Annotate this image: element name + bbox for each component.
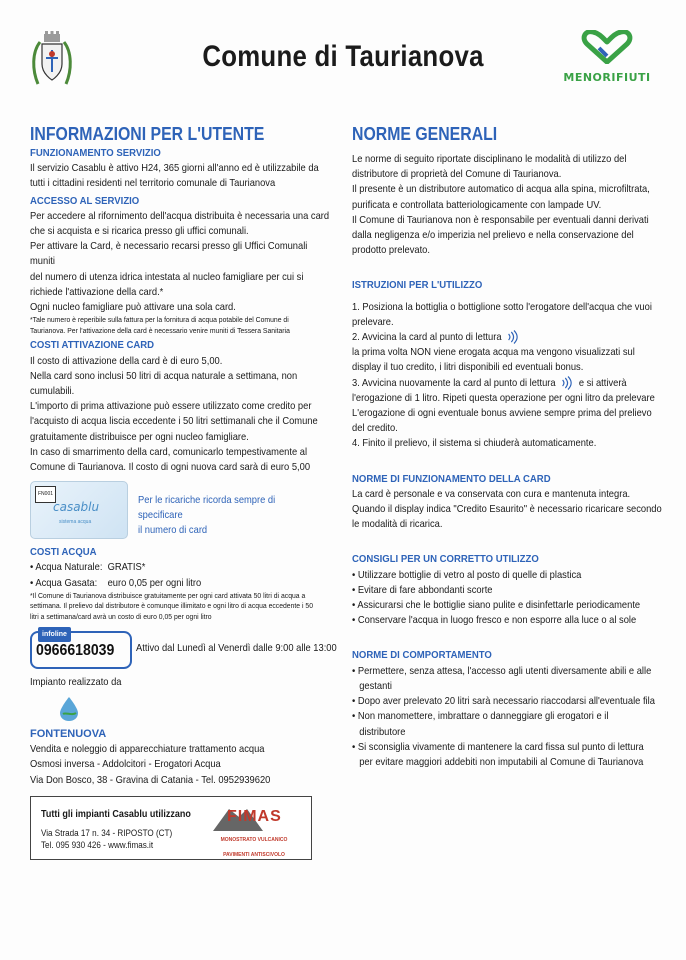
list-item: • Acqua Gasata: euro 0,05 per ogni litro [30, 577, 202, 589]
footnote-line: litri a settimana/card avrà un costo di euro 0,05 per ogni litro [30, 612, 212, 622]
header [0, 0, 686, 110]
text-line: display il tuo credito, i litri disponibili ed eventuali bonus. [352, 362, 584, 374]
text-line: La card è personale e va conservata con cura e mantenuta integra. [352, 488, 631, 500]
text-line: l'acquisto di acqua liscia eccedente i 50 litri settimanali che il Comune [30, 416, 318, 428]
card-note [138, 493, 318, 538]
footnote-line: *Il Comune di Taurianova distribuisce gratuitamente per ogni card attivata 50 litri di acqua a [30, 590, 306, 600]
text-line: prelevare. [352, 316, 394, 328]
list-item: • Si sconsiglia vivamente di mantenere la card fissa sul punto di lettura [352, 741, 644, 753]
text-line: L'erogazione di ogni eventuale bonus avviene sempre prima del prelievo [352, 408, 652, 420]
water-drop-icon [58, 696, 80, 722]
fimas-title: Tutti gli impianti Casablu utilizzano [41, 808, 191, 820]
right-column [352, 122, 664, 770]
list-item: • Acqua Naturale: GRATIS* [30, 562, 146, 574]
card-subtitle: sistema acqua [59, 519, 92, 526]
fimas-address-line: Via Strada 17 n. 34 - RIPOSTO (CT) [41, 827, 173, 838]
list-item: • Permettere, senza attesa, l'accesso agli utenti diversamente abili e alle [352, 665, 652, 677]
fimas-logo-slogan [209, 833, 299, 863]
list-item: • Conservare l'acqua in luogo fresco e non esporre alla luce o al sole [352, 615, 637, 627]
infoline-label: infoline [38, 627, 71, 642]
text-line: Quando il display indica "Credito Esaurito" è necessario ricaricare secondo [352, 504, 662, 516]
page-title: Comune di Taurianova [202, 40, 484, 73]
nfc-reader-icon [507, 330, 520, 344]
text-line: Vendita e noleggio di apparecchiature trattamento acqua [30, 744, 265, 756]
text-line: dalla negligenza e/o imperizia nel prelievo e nella conservazione del [352, 230, 634, 242]
text-line: Il Comune di Taurianova non è responsabile per eventuali danni derivati [352, 214, 649, 226]
list-item-continued: per evitare maggiori addebiti non imputabili al Comune di Taurianova [359, 756, 644, 768]
text-line: prodotto prelevato. [352, 245, 430, 257]
text-line: In caso di smarrimento della card, comunicarlo tempestivamente al [30, 446, 308, 458]
text-line: Comune di Taurianova. Il costo di ogni nuova card sarà di euro 5,00 [30, 462, 311, 474]
section-title-costi-attivazione: COSTI ATTIVAZIONE CARD [30, 340, 155, 352]
text-line: Il servizio Casablu è attivo H24, 365 giorni all'anno ed è utilizzabile da [30, 163, 319, 175]
text-line: 1. Posiziona la bottiglia o bottiglione sotto l'erogatore dell'acqua che vuoi [352, 301, 652, 313]
footnote-line: settimana. Il prelievo dal distributore è comunque illimitato e ogni litro di acqua eccedente i 50 [30, 601, 314, 611]
list-item-continued: gestanti [359, 680, 392, 692]
section-title-comportamento: NORME DI COMPORTAMENTO [352, 650, 492, 662]
hearts-logo-icon [579, 30, 635, 64]
left-column [30, 122, 335, 860]
text-line: del numero di utenza idrica intestata al nucleo famigliare per cui si [30, 271, 304, 283]
text-line: Il presente è un distributore automatico di acqua alla spina, microfiltrata, [352, 184, 650, 196]
infoline-box[interactable] [30, 631, 132, 669]
fimas-slogan-line: MONOSTRATO VULCANICO [220, 836, 288, 843]
infoline-row [30, 631, 335, 671]
section-title-consigli: CONSIGLI PER UN CORRETTO UTILIZZO [352, 554, 539, 566]
instruction-step-2: 2. Avvicina la card al punto di lettura [352, 332, 502, 344]
section-title-costi-acqua: COSTI ACQUA [30, 547, 97, 559]
text-line: 4. Finito il prelievo, il sistema si chiuderà automaticamente. [352, 438, 597, 450]
nfc-reader-icon [561, 376, 574, 390]
text-line: Osmosi inversa - Addolcitori - Erogatori Acqua [30, 759, 221, 771]
text-line: L'importo di prima attivazione può essere utilizzato come credito per [30, 401, 312, 413]
list-item-continued: distributore [359, 726, 406, 738]
text-line: distributore di proprietà del Comune di Taurianova. [352, 169, 562, 181]
card-note-line: il numero di card [138, 525, 208, 537]
fontenuova-name: FONTENUOVA [30, 728, 107, 741]
right-heading: NORME GENERALI [352, 124, 498, 144]
section-title-accesso: ACCESSO AL SERVIZIO [30, 195, 140, 207]
fimas-contact-line: Tel. 095 930 426 - www.fimas.it [41, 840, 154, 851]
text-line: cumulabili. [30, 386, 75, 398]
text-line: la prima volta NON viene erogata acqua ma vengono visualizzati sul [352, 347, 635, 359]
text-line: Nella card sono inclusi 50 litri di acqua naturale a settimana, non [30, 370, 298, 382]
text-line: Ogni nucleo famigliare può attivare una sola card. [30, 302, 236, 314]
instruction-step-3: 3. Avvicina nuovamente la card al punto di lettura [352, 377, 556, 389]
fimas-box [30, 796, 312, 860]
text-line: gratuitamente distribuisce per ogni nucleo famigliare. [30, 431, 249, 443]
fimas-slogan-line: PAVIMENTI ANTISCIVOLO [223, 852, 285, 859]
text-line: che si acquista e si ricarica presso gli uffici comunali. [30, 226, 249, 238]
text-line: l'erogazione di 1 litro. Ripeti questa operazione per ogni litro da prelevare [352, 392, 655, 404]
section-title-istruzioni: ISTRUZIONI PER L'UTILIZZO [352, 280, 483, 292]
section-title-funzionamento: FUNZIONAMENTO SERVIZIO [30, 148, 161, 159]
fimas-logo-name: FIMAS [227, 807, 282, 825]
list-item: • Non manomettere, imbrattare o danneggiare gli erogatori e il [352, 711, 609, 723]
text-line: Per attivare la Card, è necessario recarsi presso gli Uffici Comunali muniti [30, 241, 308, 268]
list-item: • Assicurarsi che le bottiglie siano pulite e disinfettarle periodicamente [352, 600, 641, 612]
footnote-line: *Tale numero è reperibile sulla fattura per la fornitura di acqua potabile del Comune di [30, 315, 289, 325]
casablu-card-image [30, 481, 128, 539]
menorifiuti-logo [552, 30, 662, 88]
footnote-line: Taurianova. Per l'attivazione della card è necessario venire muniti di Tessera Sanitaria [30, 325, 290, 335]
text-line: Il costo di attivazione della card è di euro 5,00. [30, 355, 223, 367]
section-title-funzionamento-card: NORME DI FUNZIONAMENTO DELLA CARD [352, 473, 551, 485]
left-heading: INFORMAZIONI PER L'UTENTE [30, 124, 265, 144]
fimas-logo [209, 803, 299, 859]
text-line: purificata e controllata batteriologicamente con lampade UV. [352, 199, 602, 211]
text-line: Per accedere al rifornimento dell'acqua distribuita è necessaria una card [30, 210, 330, 222]
list-item: • Dopo aver prelevato 20 litri sarà necessario riaccodarsi all'eventuale fila [352, 696, 655, 708]
text-line: richiede l'attivazione della card.* [30, 286, 164, 298]
text-line: del credito. [352, 423, 398, 435]
list-item: • Evitare di fare abbondanti scorte [352, 584, 493, 596]
infoline-number[interactable]: 0966618039 [36, 641, 115, 659]
card-tag: FN001 [35, 486, 56, 503]
text-line: le modalità di ricarica. [352, 519, 443, 531]
impianto-label: Impianto realizzato da [30, 676, 122, 688]
infoline-hours: Attivo dal Lunedì al Venerdì dalle 9:00 alle 13:00 [136, 642, 337, 654]
text-line: Via Don Bosco, 38 - Gravina di Catania - Tel. 0952939620 [30, 774, 271, 786]
text-line: Le norme di seguito riportate disciplinano le modalità di utilizzo del [352, 154, 627, 165]
menorifiuti-logo-text: MENORIFIUTI [563, 71, 651, 84]
list-item: • Utilizzare bottiglie di vetro al posto di quelle di plastica [352, 569, 582, 581]
card-brand: casablu [53, 500, 100, 515]
instruction-step-3-tail: e si attiverà [578, 377, 627, 389]
text-line [352, 376, 664, 391]
text-line [352, 330, 664, 345]
card-note-line: Per le ricariche ricorda sempre di specificare [138, 495, 276, 522]
card-row [30, 481, 335, 539]
fimas-address [41, 827, 172, 852]
text-line: tutti i cittadini residenti nel territorio comunale di Taurianova [30, 178, 276, 190]
